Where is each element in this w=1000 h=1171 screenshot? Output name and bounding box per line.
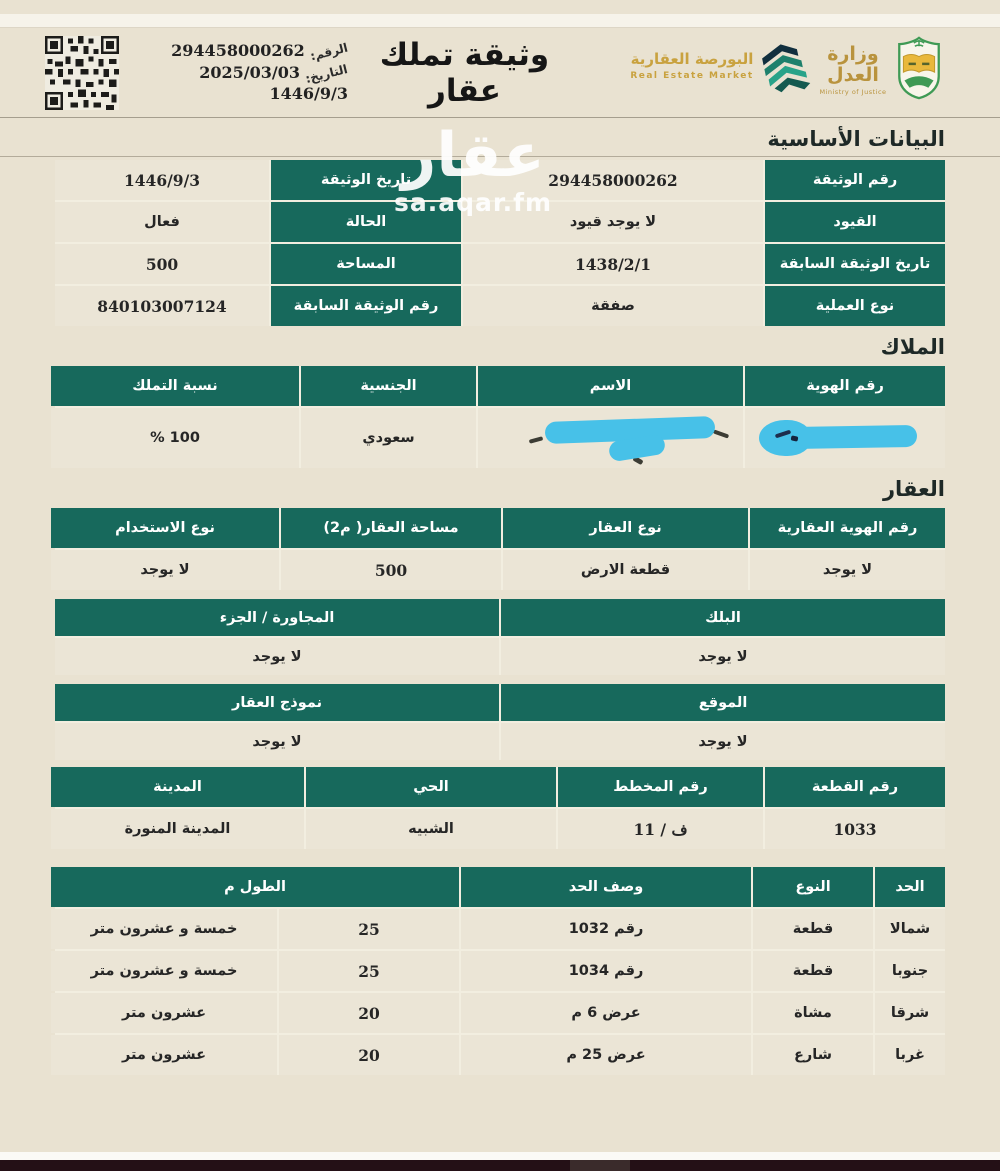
moj-emblem-icon [892,34,946,106]
boundary-desc: رقم 1032 [461,909,751,949]
boundary-side: شمالا [875,909,945,949]
field-value: لا يوجد [750,550,945,590]
field-value: لا يوجد [55,723,499,760]
field-value: 1033 [765,809,945,849]
saudi-map-logo-icon [756,38,814,106]
doc-date-label: التاريخ: [304,61,350,86]
boundary-length-text: خمسة و عشرون متر [51,909,277,949]
column-header: الطول م [51,867,459,907]
watermark-url: sa.aqar.fm [394,188,553,218]
column-header: نوع العقار [503,508,748,548]
field-value: 294458000262 [463,160,763,200]
column-header: رقم القطعة [765,767,945,807]
column-header: الجنسية [301,366,476,406]
section-title-basic: البيانات الأساسية [0,118,1000,157]
boundary-side: جنوبا [875,951,945,991]
boundaries-table [55,867,945,1075]
field-value: 840103007124 [55,286,269,326]
column-header: نموذج العقار [55,684,499,721]
moj-logo-arabic: وزارة العدل [827,43,879,86]
field-label: تاريخ الوثيقة السابقة [765,244,945,284]
bottom-dark-bar [0,1160,1000,1171]
plan-row-table [55,767,945,849]
field-value: لا يوجد [501,723,945,760]
redaction-marker [789,425,917,449]
watermark-arabic: عقار [401,120,545,191]
ministry-of-justice-logo [816,44,890,96]
field-value: 500 [55,244,269,284]
field-label: نوع العملية [765,286,945,326]
boundary-length-number: 25 [279,909,459,949]
field-label: تاريخ الوثيقة [271,160,461,200]
boundary-type: قطعة [753,909,873,949]
owner-name-cell [478,408,743,468]
doc-number-label: الرقم: [308,40,350,64]
column-header: الحي [306,767,556,807]
bottom-white-strip [0,1152,1000,1160]
site-row-table [55,684,945,760]
boundary-type: مشاة [753,993,873,1033]
field-label: رقم الوثيقة [765,160,945,200]
field-value: صفقة [463,286,763,326]
column-header: رقم الهوية [745,366,945,406]
redaction-ink-mark [713,429,729,438]
column-header: النوع [753,867,873,907]
field-label: المساحة [271,244,461,284]
rem-logo-english: Real Estate Market [630,71,754,81]
field-value: ف / 11 [558,809,763,849]
field-value: 1438/2/1 [463,244,763,284]
field-value: الشبيه [306,809,556,849]
doc-date-hijri: 1446/9/3 [269,84,348,104]
column-header: نسبة التملك [51,366,299,406]
field-label: القيود [765,202,945,242]
field-value: 1446/9/3 [55,160,269,200]
doc-date-gregorian: 2025/03/03 [199,62,301,82]
property-deed-document [0,14,1000,1171]
property-table [55,508,945,590]
field-value: قطعة الارض [503,550,748,590]
column-header: رقم المخطط [558,767,763,807]
boundary-side: شرقا [875,993,945,1033]
field-value: لا يوجد [51,550,279,590]
column-header: المدينة [51,767,304,807]
boundary-type: قطعة [753,951,873,991]
basic-data-table [55,160,945,326]
owner-id-cell [745,408,945,468]
redaction-ink-mark [529,436,544,443]
section-title-property: العقار [882,477,945,501]
boundary-desc: رقم 1034 [461,951,751,991]
column-header: المجاورة / الجزء [55,599,499,636]
owners-table [55,366,945,468]
boundary-length-text: عشرون متر [51,1035,277,1075]
owner-share-cell: 100 % [51,408,299,468]
column-header: مساحة العقار( م2) [281,508,501,548]
moj-logo-english: Ministry of Justice [819,87,887,96]
column-header: وصف الحد [461,867,751,907]
column-header: البلك [501,599,945,636]
qr-code-icon [42,36,122,114]
boundary-type: شارع [753,1035,873,1075]
boundary-length-text: خمسة و عشرون متر [51,951,277,991]
field-value: 500 [281,550,501,590]
document-header [0,14,1000,118]
field-label: رقم الوثيقة السابقة [271,286,461,326]
boundary-desc: عرض 25 م [461,1035,751,1075]
boundary-length-number: 25 [279,951,459,991]
document-number-block [148,40,348,105]
field-value: لا يوجد [55,638,499,675]
real-estate-market-logo [628,50,756,81]
doc-number-value: 294458000262 [171,41,305,60]
column-header: الاسم [478,366,743,406]
column-header: نوع الاستخدام [51,508,279,548]
field-value: لا يوجد قيود [463,202,763,242]
column-header: رقم الهوية العقارية [750,508,945,548]
field-label: الحالة [271,202,461,242]
column-header: الحد [875,867,945,907]
boundary-length-number: 20 [279,1035,459,1075]
boundary-side: غربا [875,1035,945,1075]
field-value: لا يوجد [501,638,945,675]
section-title-owners: الملاك [880,335,945,359]
rem-logo-arabic: البورصة العقارية [630,50,754,68]
field-value: فعال [55,202,269,242]
boundary-desc: عرض 6 م [461,993,751,1033]
field-value: المدينة المنورة [51,809,304,849]
boundary-length-text: عشرون متر [51,993,277,1033]
column-header: الموقع [501,684,945,721]
page-title: وثيقة تملك عقار [379,37,550,109]
owner-nationality-cell: سعودي [301,408,476,468]
boundary-length-number: 20 [279,993,459,1033]
block-row-table [55,599,945,675]
